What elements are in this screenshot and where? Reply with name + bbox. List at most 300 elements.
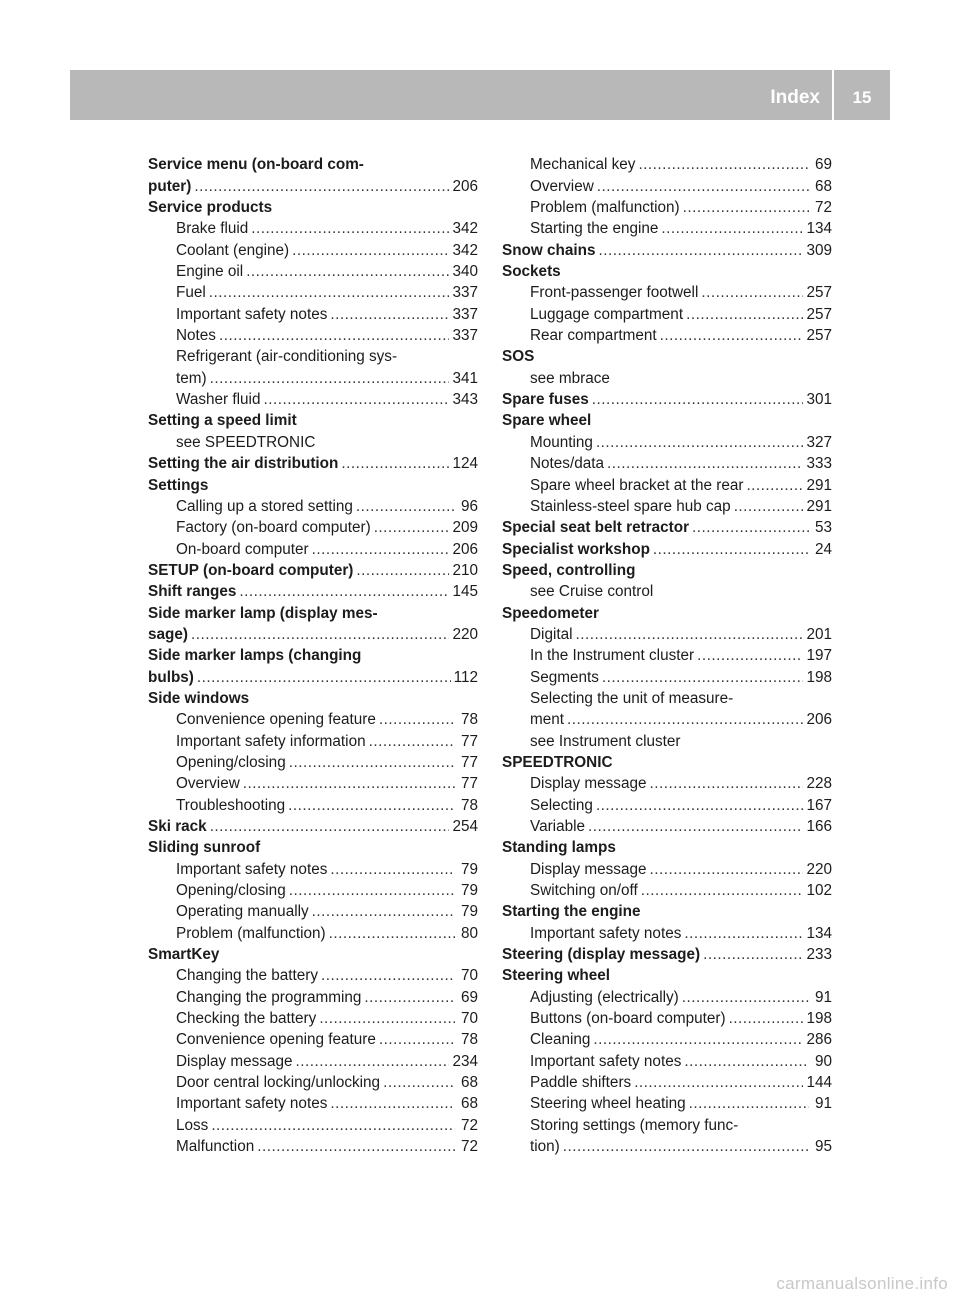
index-subentry[interactable] [148,771,478,792]
page-reference[interactable]: 69 [814,156,832,174]
entry-label: Luggage compartment [530,305,684,323]
page-reference[interactable]: 77 [460,732,478,750]
entry-label: Specialist workshop [502,540,650,558]
entry-label: Malfunction [176,1138,255,1156]
dot-leader [602,669,804,686]
dot-leader [319,1010,455,1027]
page-reference[interactable]: 210 [452,561,478,579]
index-heading[interactable] [148,173,478,194]
entry-label: Steering (display message) [502,946,701,964]
dot-leader [661,220,803,237]
page-reference[interactable]: 201 [806,625,832,643]
entry-label: see mbrace [530,369,610,387]
entry-label: Important safety notes [176,860,328,878]
entry-label: Stainless-steel spare hub cap [530,497,731,515]
entry-label: sage) [148,625,188,643]
entry-label: Overview [530,177,594,195]
dot-leader [597,178,809,195]
entry-label: see Cruise control [530,583,654,601]
dot-leader [292,242,449,259]
dot-leader [563,1138,809,1155]
index-heading [502,344,832,365]
page-reference[interactable]: 95 [814,1138,832,1156]
page-reference[interactable]: 68 [460,1074,478,1092]
index-subentry[interactable] [502,494,832,515]
index-heading[interactable] [148,664,478,685]
index-heading [148,152,478,173]
index-subentry[interactable] [502,920,832,941]
dot-leader [641,882,804,899]
entry-label: Important safety information [176,732,366,750]
entry-label: Storing settings (memory func- [530,1116,739,1134]
index-subentry[interactable] [148,1006,478,1027]
index-heading[interactable] [502,237,832,258]
entry-label: Starting the engine [502,903,641,921]
page-reference[interactable]: 77 [460,775,478,793]
entry-label: SPEEDTRONIC [502,753,613,771]
entry-label: Shift ranges [148,583,237,601]
page-reference[interactable]: 24 [814,540,832,558]
dot-leader [607,455,803,472]
dot-leader [729,1010,804,1027]
index-subentry[interactable] [148,1048,478,1069]
entry-label: Coolant (engine) [176,241,290,259]
dot-leader [330,1095,455,1112]
index-heading[interactable] [502,536,832,557]
dot-leader [210,818,450,835]
index-subentry[interactable] [502,451,832,472]
page-reference[interactable]: 69 [460,988,478,1006]
index-subentry[interactable] [148,899,478,920]
index-heading[interactable] [148,579,478,600]
index-heading [502,963,832,984]
index-subentry[interactable] [148,323,478,344]
entry-label: Sliding sunroof [148,839,261,857]
entry-label: Standing lamps [502,839,616,857]
index-subentry[interactable] [148,515,478,536]
index-column-right [502,152,832,1155]
index-subentry[interactable] [502,472,832,493]
page-reference[interactable]: 197 [806,647,832,665]
index-subentry[interactable] [148,1070,478,1091]
entry-label: Special seat belt retractor [502,519,690,537]
page-reference[interactable]: 72 [460,1138,478,1156]
dot-leader [697,647,803,664]
dot-leader [599,242,804,259]
entry-label: tion) [530,1138,560,1156]
page-reference[interactable]: 96 [460,497,478,515]
entry-label: Side marker lamps (changing [148,647,362,665]
page-reference[interactable]: 78 [460,1031,478,1049]
index-heading [148,686,478,707]
page-reference[interactable]: 337 [452,305,478,323]
dot-leader [321,967,455,984]
page-reference[interactable]: 228 [806,775,832,793]
dot-leader [596,797,804,814]
entry-label: Digital [530,625,573,643]
page-reference[interactable]: 90 [814,1052,832,1070]
entry-label: SOS [502,348,535,366]
entry-label: Variable [530,818,585,835]
entry-label: Steering wheel heating [530,1095,686,1113]
dot-leader [576,626,804,643]
page-reference[interactable]: 254 [452,818,478,835]
dot-leader [653,541,809,558]
index-heading [502,835,832,856]
page-reference[interactable]: 77 [460,753,478,771]
dot-leader [209,284,450,301]
index-subentry[interactable] [502,1134,832,1155]
page-reference[interactable]: 286 [806,1031,832,1049]
page-reference[interactable]: 333 [806,455,832,473]
page-reference[interactable]: 234 [452,1052,478,1070]
entry-label: see Instrument cluster [530,732,681,750]
dot-leader [746,477,803,494]
page-reference[interactable]: 342 [452,241,478,259]
page-reference[interactable]: 70 [460,1010,478,1028]
index-heading [502,558,832,579]
index-heading[interactable] [148,814,478,835]
page-reference[interactable]: 53 [814,519,832,537]
page-reference[interactable]: 257 [806,284,832,302]
page-reference[interactable]: 68 [814,177,832,195]
dot-leader [289,882,455,899]
index-subentry[interactable] [502,280,832,301]
index-subentry[interactable] [148,365,478,386]
dot-leader [684,1053,809,1070]
page-reference[interactable]: 233 [806,946,832,964]
entry-label: Buttons (on-board computer) [530,1010,726,1028]
entry-label: puter) [148,177,192,195]
index-heading[interactable] [148,622,478,643]
index-subentry[interactable] [148,280,478,301]
dot-leader [330,306,449,323]
entry-label: Changing the programming [176,988,362,1006]
dot-leader [289,754,455,771]
index-subentry[interactable] [502,814,832,835]
page-reference[interactable]: 78 [460,796,478,814]
page-reference[interactable]: 134 [806,220,832,238]
index-subentry[interactable] [148,259,478,280]
dot-leader [194,178,449,195]
index-heading[interactable] [148,558,478,579]
dot-leader [219,327,450,344]
dot-leader [649,775,803,792]
dot-leader [689,1095,809,1112]
entry-label: Opening/closing [176,753,286,771]
entry-label: Speedometer [502,604,599,622]
index-subentry[interactable] [148,920,478,941]
page-reference[interactable]: 327 [806,433,832,451]
entry-label: Refrigerant (air-conditioning sys- [176,348,398,366]
dot-leader [210,370,450,387]
page-reference[interactable]: 70 [460,967,478,985]
page-reference[interactable]: 72 [460,1116,478,1134]
dot-leader [596,434,804,451]
entry-label: Segments [530,668,599,686]
page-reference[interactable]: 257 [806,327,832,345]
page-reference[interactable]: 78 [460,711,478,729]
index-subentry[interactable] [502,301,832,322]
index-subentry[interactable] [502,173,832,194]
index-subentry [502,579,832,600]
index-subentry [502,728,832,749]
page-reference[interactable]: 79 [460,903,478,921]
index-subentry[interactable] [148,728,478,749]
dot-leader [330,861,455,878]
entry-label: Selecting [530,796,593,814]
index-subentry[interactable] [502,856,832,877]
entry-label: Important safety notes [530,924,682,942]
index-subentry[interactable] [148,536,478,557]
dot-leader [312,541,450,558]
entry-label: Ski rack [148,818,207,835]
page-reference[interactable]: 301 [806,391,832,409]
page-reference[interactable]: 209 [452,519,478,537]
index-heading [148,195,478,216]
index-subentry[interactable] [502,643,832,664]
dot-leader [684,925,803,942]
dot-leader [288,797,455,814]
index-heading [148,408,478,429]
dot-leader [369,733,455,750]
index-subentry[interactable] [148,963,478,984]
page-reference[interactable]: 291 [806,497,832,515]
header-bar [70,70,890,120]
dot-leader [246,263,449,280]
dot-leader [374,519,450,536]
dot-leader [649,861,803,878]
page-reference[interactable]: 144 [806,1074,832,1092]
index-subentry[interactable] [148,1112,478,1133]
dot-leader [211,1117,455,1134]
index-subentry[interactable] [148,792,478,813]
entry-label: Display message [530,775,647,793]
index-subentry [502,1112,832,1133]
page-reference[interactable]: 80 [460,924,478,942]
page-reference[interactable]: 206 [806,711,832,729]
dot-leader [701,284,803,301]
index-subentry[interactable] [502,195,832,216]
entry-label: Factory (on-board computer) [176,519,371,537]
entry-label: Steering wheel [502,967,610,985]
page-reference[interactable]: 79 [460,882,478,900]
entry-label: Loss [176,1116,209,1134]
entry-label: Fuel [176,284,206,302]
entry-label: Side windows [148,689,250,707]
entry-label: SETUP (on-board computer) [148,561,354,579]
index-subentry[interactable] [148,494,478,515]
dot-leader [588,818,803,835]
dot-leader [592,391,804,408]
index-subentry[interactable] [502,707,832,728]
dot-leader [257,1138,455,1155]
dot-leader [593,1031,803,1048]
entry-label: In the Instrument cluster [530,647,695,665]
index-subentry[interactable] [502,429,832,450]
index-subentry[interactable] [502,323,832,344]
index-subentry[interactable] [502,1070,832,1091]
page-reference[interactable]: 340 [452,263,478,281]
page-reference[interactable]: 220 [452,625,478,643]
page-reference[interactable]: 198 [806,1010,832,1028]
entry-label: Important safety notes [176,305,328,323]
index-heading [148,472,478,493]
page-reference[interactable]: 166 [806,818,832,835]
page-reference[interactable]: 206 [452,540,478,558]
section-title: Index [770,87,820,108]
index-heading[interactable] [502,387,832,408]
index-subentry[interactable] [148,1027,478,1048]
page-reference[interactable]: 79 [460,860,478,878]
index-subentry [148,429,478,450]
index-heading [502,600,832,621]
entry-label: Washer fluid [176,391,261,409]
dot-leader [329,925,455,942]
page-reference[interactable]: 291 [806,476,832,494]
page-reference[interactable]: 112 [453,668,478,686]
entry-label: Service menu (on-board com- [148,156,364,174]
index-subentry[interactable] [502,216,832,237]
index-subentry[interactable] [148,878,478,899]
entry-label: Brake fluid [176,220,249,238]
index-heading[interactable] [148,451,478,472]
dot-leader [660,327,804,344]
entry-label: Display message [176,1052,293,1070]
dot-leader [703,946,803,963]
page-reference[interactable]: 145 [452,583,478,601]
entry-label: Door central locking/unlocking [176,1074,381,1092]
entry-label: Setting the air distribution [148,455,339,473]
page-reference[interactable]: 337 [452,327,478,345]
entry-label: SmartKey [148,946,220,964]
index-subentry[interactable] [148,984,478,1005]
dot-leader [383,1074,455,1091]
dot-leader [379,711,455,728]
dot-leader [364,989,455,1006]
entry-label: Spare fuses [502,391,589,409]
page-reference[interactable]: 337 [452,284,478,302]
index-subentry[interactable] [502,878,832,899]
index-subentry[interactable] [502,792,832,813]
entry-label: Engine oil [176,263,244,281]
entry-label: Snow chains [502,241,596,259]
dot-leader [295,1053,449,1070]
index-subentry[interactable] [148,301,478,322]
dot-leader [682,989,809,1006]
page-reference[interactable]: 220 [806,860,832,878]
index-subentry[interactable] [502,1091,832,1112]
index-subentry[interactable] [502,771,832,792]
entry-label: Changing the battery [176,967,319,985]
index-heading [148,643,478,664]
dot-leader [686,306,803,323]
page-number: 15 [852,88,872,107]
index-subentry[interactable] [502,1027,832,1048]
index-subentry[interactable] [502,1006,832,1027]
page-reference[interactable]: 341 [452,369,478,387]
index-subentry[interactable] [502,622,832,643]
index-subentry [148,344,478,365]
page-reference[interactable]: 309 [806,241,832,259]
page-reference[interactable]: 91 [814,1095,832,1113]
index-heading[interactable] [502,515,832,536]
entry-label: Overview [176,775,240,793]
index-heading [502,899,832,920]
index-subentry[interactable] [502,664,832,685]
index-subentry[interactable] [148,216,478,237]
entry-label: ment [530,711,565,729]
dot-leader [356,562,449,579]
index-heading[interactable] [502,942,832,963]
entry-label: Convenience opening feature [176,1031,376,1049]
entry-label: Notes [176,327,216,345]
entry-label: Sockets [502,263,561,281]
index-subentry[interactable] [502,152,832,173]
dot-leader [243,775,455,792]
page-reference[interactable]: 102 [806,882,832,900]
index-heading [148,835,478,856]
index-column-left [148,152,478,1155]
page-reference[interactable]: 206 [452,177,478,195]
page-reference[interactable]: 72 [814,199,832,217]
index-subentry [502,365,832,386]
entry-label: Mechanical key [530,156,636,174]
index-subentry [502,686,832,707]
index-subentry[interactable] [502,984,832,1005]
index-heading [502,259,832,280]
index-subentry[interactable] [148,1134,478,1155]
index-subentry[interactable] [148,1091,478,1112]
entry-label: Important safety notes [176,1095,328,1113]
index-subentry[interactable] [148,237,478,258]
page-reference[interactable]: 124 [452,455,478,473]
index-subentry[interactable] [148,856,478,877]
dot-leader [356,498,455,515]
entry-label: Side marker lamp (display mes- [148,604,378,622]
dot-leader [197,669,451,686]
watermark: carmanualsonline.info [776,1274,948,1293]
dot-leader [251,220,449,237]
entry-label: Calling up a stored setting [176,497,353,515]
page-reference[interactable]: 257 [806,305,832,323]
index-heading [502,750,832,771]
index-subentry[interactable] [148,707,478,728]
entry-label: Adjusting (electrically) [530,988,679,1006]
index-subentry[interactable] [148,387,478,408]
entry-label: bulbs) [148,668,194,686]
page-reference[interactable]: 134 [806,924,832,942]
page-reference[interactable]: 167 [806,796,832,814]
page-reference[interactable]: 342 [452,220,478,238]
entry-label: Paddle shifters [530,1074,632,1092]
entry-label: Display message [530,860,647,878]
index-subentry[interactable] [148,750,478,771]
page-reference[interactable]: 68 [460,1095,478,1113]
entry-label: Important safety notes [530,1052,682,1070]
entry-label: Cleaning [530,1031,591,1049]
dot-leader [191,626,450,643]
page-reference[interactable]: 343 [452,391,478,409]
dot-leader [263,391,449,408]
page-reference[interactable]: 91 [814,988,832,1006]
page-reference[interactable]: 198 [806,668,832,686]
entry-label: Settings [148,476,209,494]
dot-leader [312,903,455,920]
index-subentry[interactable] [502,1048,832,1069]
entry-label: Switching on/off [530,882,638,900]
dot-leader [379,1031,455,1048]
